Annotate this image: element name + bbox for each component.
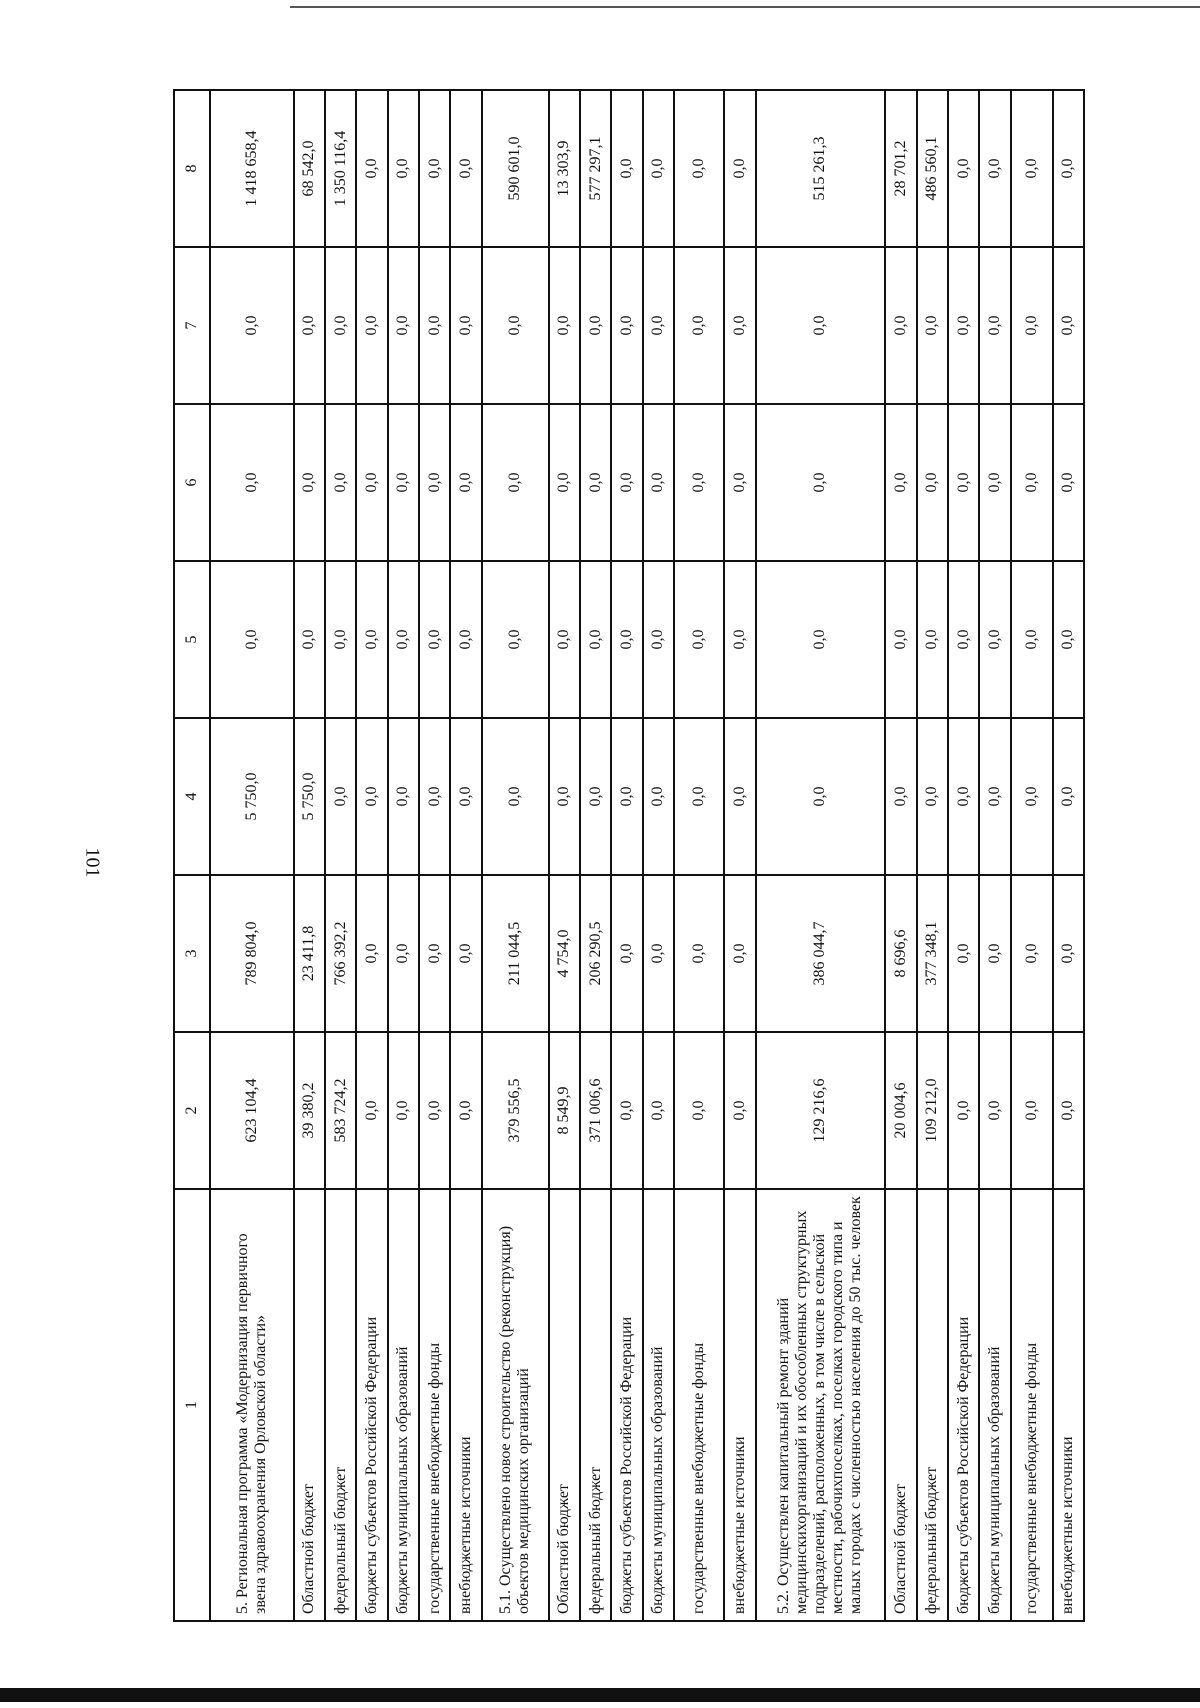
table-row — [643, 90, 674, 1621]
header-cell: 2 — [174, 1032, 210, 1189]
value-cell: 515 261,3 — [756, 90, 886, 247]
value-cell: 0,0 — [325, 561, 356, 718]
value-cell: 0,0 — [450, 561, 481, 718]
table-row — [979, 90, 1010, 1621]
value-cell: 0,0 — [450, 718, 481, 875]
value-cell: 0,0 — [482, 404, 549, 561]
row-label: государственные внебюджетные фонды — [419, 1189, 450, 1621]
value-cell: 0,0 — [724, 247, 755, 404]
value-cell: 0,0 — [611, 247, 642, 404]
value-cell: 0,0 — [356, 718, 387, 875]
value-cell: 377 348,1 — [917, 875, 948, 1032]
value-cell: 0,0 — [1011, 1032, 1053, 1189]
value-cell: 0,0 — [643, 875, 674, 1032]
value-cell: 0,0 — [388, 875, 419, 1032]
value-cell: 39 380,2 — [294, 1032, 325, 1189]
row-label: 5.1. Осуществлено новое строительство (реконструкция) объектов медицинских организаций — [482, 1189, 549, 1621]
value-cell: 8 696,6 — [885, 875, 916, 1032]
value-cell: 0,0 — [325, 247, 356, 404]
value-cell: 0,0 — [979, 561, 1010, 718]
value-cell: 0,0 — [356, 561, 387, 718]
table-row — [674, 90, 724, 1621]
value-cell: 0,0 — [1053, 875, 1084, 1032]
top-rule — [290, 6, 1200, 8]
value-cell: 0,0 — [611, 718, 642, 875]
row-label: бюджеты субъектов Российской Федерации — [948, 1189, 979, 1621]
value-cell: 0,0 — [756, 404, 886, 561]
value-cell: 28 701,2 — [885, 90, 916, 247]
value-cell: 0,0 — [482, 718, 549, 875]
value-cell: 0,0 — [885, 247, 916, 404]
bottom-scan-bar — [0, 1688, 1200, 1702]
table-row — [419, 90, 450, 1621]
row-label: федеральный бюджет — [325, 1189, 356, 1621]
page-number: 101 — [81, 847, 104, 878]
value-cell: 1 350 116,4 — [325, 90, 356, 247]
row-label: федеральный бюджет — [917, 1189, 948, 1621]
value-cell: 0,0 — [611, 875, 642, 1032]
row-label: бюджеты субъектов Российской Федерации — [611, 1189, 642, 1621]
value-cell: 0,0 — [419, 247, 450, 404]
value-cell: 0,0 — [674, 1032, 724, 1189]
value-cell: 4 754,0 — [549, 875, 580, 1032]
value-cell: 0,0 — [450, 1032, 481, 1189]
table-row — [948, 90, 979, 1621]
value-cell: 0,0 — [611, 561, 642, 718]
value-cell: 0,0 — [979, 875, 1010, 1032]
value-cell: 0,0 — [549, 404, 580, 561]
row-label: Областной бюджет — [885, 1189, 916, 1621]
value-cell: 0,0 — [1011, 561, 1053, 718]
value-cell: 0,0 — [1053, 404, 1084, 561]
header-cell: 1 — [174, 1189, 210, 1621]
value-cell: 0,0 — [724, 404, 755, 561]
row-label: федеральный бюджет — [580, 1189, 611, 1621]
header-cell: 4 — [174, 718, 210, 875]
value-cell: 0,0 — [419, 90, 450, 247]
value-cell: 0,0 — [210, 247, 294, 404]
value-cell: 0,0 — [1053, 561, 1084, 718]
value-cell: 0,0 — [549, 718, 580, 875]
header-cell: 5 — [174, 561, 210, 718]
value-cell: 0,0 — [325, 404, 356, 561]
value-cell: 0,0 — [674, 718, 724, 875]
value-cell: 0,0 — [1011, 247, 1053, 404]
value-cell: 0,0 — [979, 718, 1010, 875]
value-cell: 0,0 — [482, 247, 549, 404]
value-cell: 0,0 — [1011, 718, 1053, 875]
table-row — [580, 90, 611, 1621]
value-cell: 8 549,9 — [549, 1032, 580, 1189]
value-cell: 13 303,9 — [549, 90, 580, 247]
rotated-table-wrapper — [173, 92, 1085, 1622]
value-cell: 0,0 — [674, 90, 724, 247]
value-cell: 0,0 — [674, 875, 724, 1032]
table-row — [450, 90, 481, 1621]
value-cell: 0,0 — [948, 875, 979, 1032]
value-cell: 0,0 — [1053, 718, 1084, 875]
table-row — [885, 90, 916, 1621]
value-cell: 0,0 — [948, 1032, 979, 1189]
value-cell: 0,0 — [885, 718, 916, 875]
value-cell: 5 750,0 — [294, 718, 325, 875]
value-cell: 0,0 — [419, 404, 450, 561]
value-cell: 23 411,8 — [294, 875, 325, 1032]
value-cell: 0,0 — [917, 561, 948, 718]
table-row — [325, 90, 356, 1621]
value-cell: 0,0 — [724, 1032, 755, 1189]
value-cell: 0,0 — [724, 875, 755, 1032]
header-cell: 6 — [174, 404, 210, 561]
table-row — [611, 90, 642, 1621]
table-row — [388, 90, 419, 1621]
table-row — [756, 90, 886, 1621]
row-label: внебюджетные источники — [1053, 1189, 1084, 1621]
value-cell: 0,0 — [450, 404, 481, 561]
value-cell: 0,0 — [356, 875, 387, 1032]
value-cell: 371 006,6 — [580, 1032, 611, 1189]
value-cell: 0,0 — [643, 718, 674, 875]
value-cell: 0,0 — [917, 404, 948, 561]
value-cell: 0,0 — [948, 404, 979, 561]
value-cell: 0,0 — [611, 404, 642, 561]
value-cell: 0,0 — [885, 561, 916, 718]
value-cell: 0,0 — [948, 90, 979, 247]
value-cell: 0,0 — [1053, 1032, 1084, 1189]
row-label: бюджеты муниципальных образований — [979, 1189, 1010, 1621]
value-cell: 0,0 — [210, 561, 294, 718]
value-cell: 386 044,7 — [756, 875, 886, 1032]
value-cell: 0,0 — [674, 561, 724, 718]
table-row — [1053, 90, 1084, 1621]
row-label: Областной бюджет — [294, 1189, 325, 1621]
table-row — [482, 90, 549, 1621]
value-cell: 1 418 658,4 — [210, 90, 294, 247]
value-cell: 0,0 — [643, 561, 674, 718]
value-cell: 0,0 — [419, 561, 450, 718]
value-cell: 0,0 — [979, 1032, 1010, 1189]
value-cell: 583 724,2 — [325, 1032, 356, 1189]
value-cell: 109 212,0 — [917, 1032, 948, 1189]
value-cell: 0,0 — [674, 404, 724, 561]
value-cell: 577 297,1 — [580, 90, 611, 247]
value-cell: 0,0 — [756, 247, 886, 404]
value-cell: 766 392,2 — [325, 875, 356, 1032]
value-cell: 0,0 — [325, 718, 356, 875]
value-cell: 0,0 — [580, 404, 611, 561]
value-cell: 0,0 — [294, 561, 325, 718]
value-cell: 0,0 — [643, 404, 674, 561]
value-cell: 0,0 — [885, 404, 916, 561]
row-label: бюджеты муниципальных образований — [643, 1189, 674, 1621]
value-cell: 379 556,5 — [482, 1032, 549, 1189]
value-cell: 0,0 — [580, 247, 611, 404]
value-cell: 0,0 — [611, 90, 642, 247]
value-cell: 0,0 — [1053, 247, 1084, 404]
value-cell: 0,0 — [356, 404, 387, 561]
value-cell: 0,0 — [450, 90, 481, 247]
value-cell: 0,0 — [1053, 90, 1084, 247]
row-label: внебюджетные источники — [724, 1189, 755, 1621]
row-label: 5. Региональная программа «Модернизация первичного звена здравоохранения Орловской области» — [210, 1189, 294, 1621]
value-cell: 0,0 — [356, 1032, 387, 1189]
value-cell: 68 542,0 — [294, 90, 325, 247]
table-row — [549, 90, 580, 1621]
table-row — [724, 90, 755, 1621]
table-row — [917, 90, 948, 1621]
value-cell: 206 290,5 — [580, 875, 611, 1032]
value-cell: 0,0 — [643, 90, 674, 247]
value-cell: 129 216,6 — [756, 1032, 886, 1189]
value-cell: 0,0 — [917, 247, 948, 404]
value-cell: 623 104,4 — [210, 1032, 294, 1189]
header-cell: 7 — [174, 247, 210, 404]
value-cell: 0,0 — [724, 90, 755, 247]
value-cell: 0,0 — [388, 90, 419, 247]
budget-table — [173, 89, 1085, 1622]
value-cell: 211 044,5 — [482, 875, 549, 1032]
value-cell: 0,0 — [388, 1032, 419, 1189]
value-cell: 0,0 — [419, 718, 450, 875]
value-cell: 0,0 — [450, 875, 481, 1032]
value-cell: 0,0 — [482, 561, 549, 718]
value-cell: 0,0 — [948, 718, 979, 875]
header-cell: 8 — [174, 90, 210, 247]
header-cell: 3 — [174, 875, 210, 1032]
value-cell: 0,0 — [549, 247, 580, 404]
header-row — [174, 90, 210, 1621]
table-row — [294, 90, 325, 1621]
row-label: 5.2. Осуществлен капитальный ремонт зданий медицинскихорганизаций и их обособленных структурных подразделений, расположенных, в том числе в сельской местности, рабочихпоселках, поселках городского типа и малых городах с численностью населения до 50 тыс. человек — [756, 1189, 886, 1621]
value-cell: 0,0 — [611, 1032, 642, 1189]
value-cell: 590 601,0 — [482, 90, 549, 247]
value-cell: 0,0 — [979, 404, 1010, 561]
value-cell: 0,0 — [210, 404, 294, 561]
value-cell: 0,0 — [948, 561, 979, 718]
value-cell: 0,0 — [450, 247, 481, 404]
row-label: государственные внебюджетные фонды — [1011, 1189, 1053, 1621]
value-cell: 0,0 — [388, 561, 419, 718]
value-cell: 0,0 — [294, 404, 325, 561]
row-label: государственные внебюджетные фонды — [674, 1189, 724, 1621]
value-cell: 0,0 — [724, 561, 755, 718]
value-cell: 486 560,1 — [917, 90, 948, 247]
value-cell: 0,0 — [643, 1032, 674, 1189]
value-cell: 0,0 — [294, 247, 325, 404]
value-cell: 0,0 — [388, 404, 419, 561]
value-cell: 0,0 — [549, 561, 580, 718]
value-cell: 0,0 — [979, 90, 1010, 247]
row-label: бюджеты субъектов Российской Федерации — [356, 1189, 387, 1621]
value-cell: 5 750,0 — [210, 718, 294, 875]
value-cell: 0,0 — [1011, 404, 1053, 561]
value-cell: 0,0 — [580, 718, 611, 875]
value-cell: 0,0 — [724, 718, 755, 875]
value-cell: 0,0 — [1011, 875, 1053, 1032]
value-cell: 789 804,0 — [210, 875, 294, 1032]
value-cell: 0,0 — [756, 718, 886, 875]
value-cell: 0,0 — [388, 247, 419, 404]
value-cell: 0,0 — [388, 718, 419, 875]
row-label: бюджеты муниципальных образований — [388, 1189, 419, 1621]
value-cell: 0,0 — [948, 247, 979, 404]
value-cell: 0,0 — [356, 247, 387, 404]
row-label: Областной бюджет — [549, 1189, 580, 1621]
table-row — [1011, 90, 1053, 1621]
value-cell: 0,0 — [1011, 90, 1053, 247]
value-cell: 0,0 — [756, 561, 886, 718]
value-cell: 20 004,6 — [885, 1032, 916, 1189]
value-cell: 0,0 — [419, 1032, 450, 1189]
value-cell: 0,0 — [643, 247, 674, 404]
table-row — [356, 90, 387, 1621]
value-cell: 0,0 — [419, 875, 450, 1032]
value-cell: 0,0 — [580, 561, 611, 718]
value-cell: 0,0 — [917, 718, 948, 875]
value-cell: 0,0 — [979, 247, 1010, 404]
value-cell: 0,0 — [356, 90, 387, 247]
row-label: внебюджетные источники — [450, 1189, 481, 1621]
table-row — [210, 90, 294, 1621]
value-cell: 0,0 — [674, 247, 724, 404]
